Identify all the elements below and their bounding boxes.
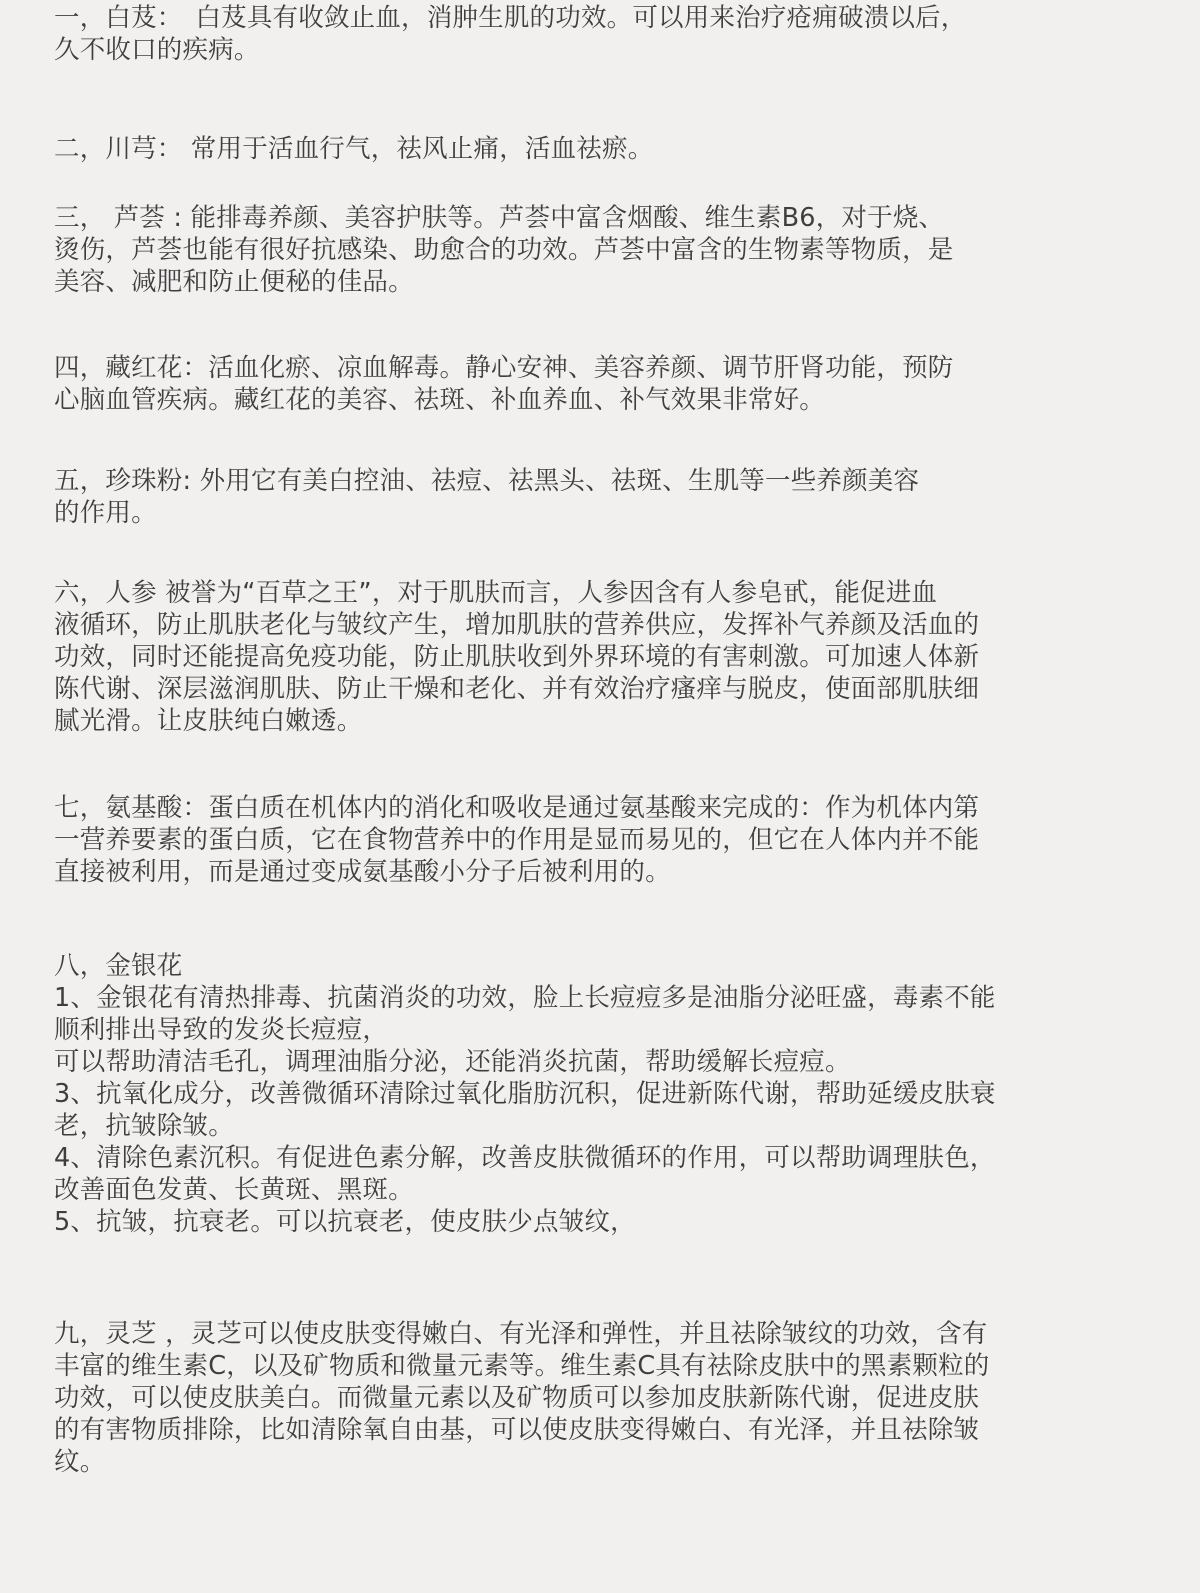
section-luhui [54, 202, 1160, 298]
text-line: 3、抗氧化成分，改善微循环清除过氧化脂肪沉积，促进新陈代谢，帮助延缓皮肤衰 [54, 1079, 996, 1109]
text-line: 美容、减肥和防止便秘的佳品。 [54, 267, 414, 297]
text-line: 五，珍珠粉: 外用它有美白控油、祛痘、祛黑头、祛斑、生肌等一些养颜美容 [54, 466, 920, 496]
section-baiji [54, 2, 1160, 66]
section-heading: 八，金银花 [54, 951, 183, 981]
text-line: 4、清除色素沉积。有促进色素分解，改善皮肤微循环的作用，可以帮助调理肤色， [54, 1143, 996, 1173]
text-line: 功效，可以使皮肤美白。而微量元素以及矿物质可以参加皮肤新陈代谢，促进皮肤 [54, 1383, 980, 1413]
section-jinyinhua [54, 950, 1160, 1238]
text-line: 陈代谢、深层滋润肌肤、防止干燥和老化、并有效治疗瘙痒与脱皮，使面部肌肤细 [54, 674, 980, 704]
text-line: 九，灵芝 ，灵芝可以使皮肤变得嫩白、有光泽和弹性，并且祛除皱纹的功效，含有 [54, 1319, 988, 1349]
text-line: 一营养要素的蛋白质，它在食物营养中的作用是显而易见的，但它在人体内并不能 [54, 825, 980, 855]
section-zhenzhufen [54, 465, 1160, 529]
text-line: 功效，同时还能提高免疫功能，防止肌肤收到外界环境的有害刺激。可加速人体新 [54, 642, 980, 672]
text-line: 直接被利用，而是通过变成氨基酸小分子后被利用的。 [54, 857, 671, 887]
section-zanghonghua [54, 352, 1160, 416]
text-line: 纹。 [54, 1447, 106, 1477]
text-line: 烫伤，芦荟也能有很好抗感染、助愈合的功效。芦荟中富含的生物素等物质，是 [54, 235, 954, 265]
text-line: 的有害物质排除，比如清除氧自由基，可以使皮肤变得嫩白、有光泽，并且祛除皱 [54, 1415, 980, 1445]
text-line: 5、抗皱，抗衰老。可以抗衰老，使皮肤少点皱纹， [54, 1207, 636, 1237]
text-line: 心脑血管疾病。藏红花的美容、祛斑、补血养血、补气效果非常好。 [54, 385, 826, 415]
text-line: 液循环，防止肌肤老化与皱纹产生，增加肌肤的营养供应，发挥补气养颜及活血的 [54, 610, 980, 640]
text-line: 六，人参 被誉为“百草之王”，对于肌肤而言，人参因含有人参皂甙，能促进血 [54, 578, 938, 608]
text-line: 的作用。 [54, 498, 157, 528]
section-renshen [54, 577, 1160, 737]
text-line: 可以帮助清洁毛孔，调理油脂分泌，还能消炎抗菌，帮助缓解长痘痘。 [54, 1047, 851, 1077]
section-chuanxiong [54, 133, 1160, 165]
text-line: 1、金银花有清热排毒、抗菌消炎的功效，脸上长痘痘多是油脂分泌旺盛，毒素不能 [54, 983, 996, 1013]
text-line: 三， 芦荟 : 能排毒养颜、美容护肤等。芦荟中富含烟酸、维生素B6，对于烧、 [54, 203, 945, 233]
section-lingzhi [54, 1318, 1160, 1478]
text-line: 腻光滑。让皮肤纯白嫩透。 [54, 706, 363, 736]
text-line: 丰富的维生素C，以及矿物质和微量元素等。维生素C具有祛除皮肤中的黑素颗粒的 [54, 1351, 990, 1381]
text-line: 改善面色发黄、长黄斑、黑斑。 [54, 1175, 414, 1205]
text-line: 一，白芨： 白芨具有收敛止血，消肿生肌的功效。可以用来治疗疮痈破溃以后， [54, 3, 967, 33]
text-line: 七，氨基酸：蛋白质在机体内的消化和吸收是通过氨基酸来完成的：作为机体内第 [54, 793, 980, 823]
text-line: 二，川芎： 常用于活血行气，祛风止痛，活血祛瘀。 [54, 134, 654, 164]
text-line: 顺利排出导致的发炎长痘痘， [54, 1015, 389, 1045]
section-anjisuan [54, 792, 1160, 888]
text-line: 老，抗皱除皱。 [54, 1111, 234, 1141]
text-line: 四，藏红花：活血化瘀、凉血解毒。静心安神、美容养颜、调节肝肾功能，预防 [54, 353, 954, 383]
text-line: 久不收口的疾病。 [54, 35, 260, 65]
